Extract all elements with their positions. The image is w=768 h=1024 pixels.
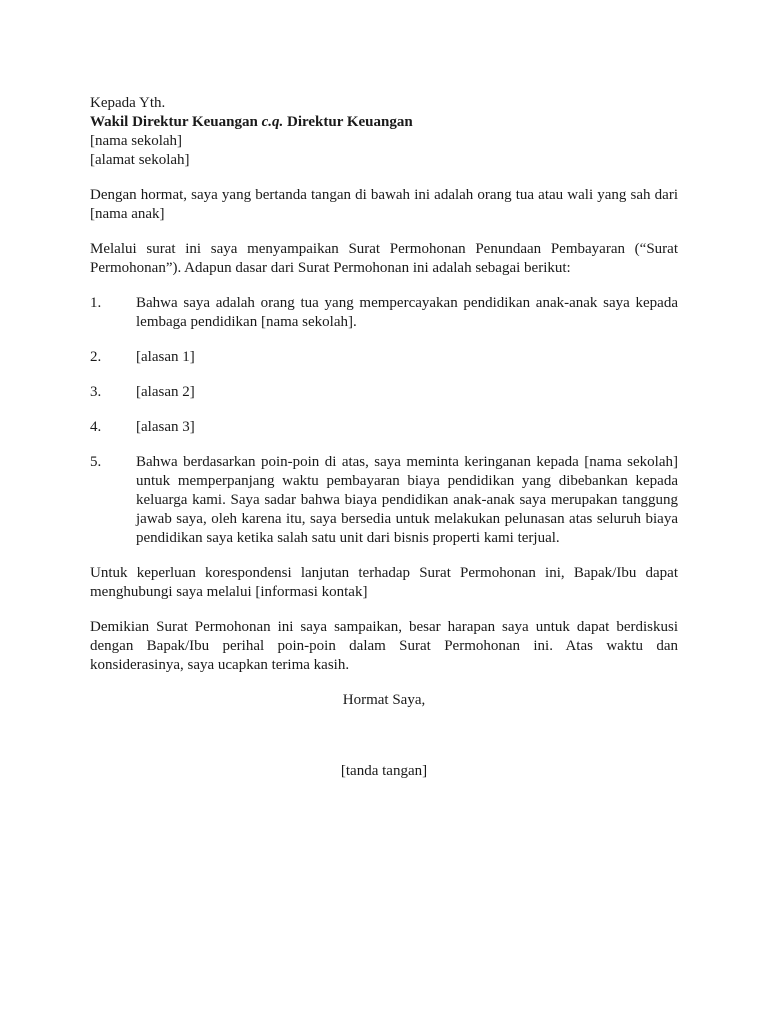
list-number: 4. — [90, 419, 102, 435]
list-text: [alasan 2] — [136, 384, 195, 400]
recipient-title — [90, 113, 678, 132]
list-text: [alasan 3] — [136, 419, 195, 435]
school-name: [nama sekolah] — [90, 133, 183, 149]
list-item — [90, 383, 678, 402]
purpose-paragraph: Melalui surat ini saya menyampaikan Surat Permohonan Penundaan Pembayaran (“Surat Permohonan”). Adapun dasar dari Surat Permohonan ini adalah sebagai berikut: — [90, 241, 678, 276]
list-number: 3. — [90, 384, 102, 400]
list-text: Bahwa berdasarkan poin-poin di atas, saya meminta keringanan kepada [nama sekolah] untuk memperpanjang waktu pembayaran biaya pendidikan yang dibebankan kepada keluarga kami. Saya sadar bahwa biaya pendidikan anak-anak saya merupakan tanggung jawab saya, oleh karena itu, saya bersedia untuk melakukan pelunasan atas seluruh biaya pendidikan saya ketika salah satu unit dari bisnis properti kami terjual. — [136, 454, 678, 546]
recipient-title-cq: c.q. — [261, 114, 284, 130]
school-address: [alamat sekolah] — [90, 152, 190, 168]
list-number: 2. — [90, 349, 102, 365]
recipient-title-part2: Direktur Keuangan — [283, 114, 413, 130]
list-number: 5. — [90, 454, 102, 470]
list-item — [90, 418, 678, 437]
recipient-title-part1: Wakil Direktur Keuangan — [90, 114, 262, 130]
contact-paragraph: Untuk keperluan korespondensi lanjutan terhadap Surat Permohonan ini, Bapak/Ibu dapat menghubungi saya melalui [informasi kontak] — [90, 565, 678, 600]
closing-paragraph: Demikian Surat Permohonan ini saya sampaikan, besar harapan saya untuk dapat berdiskusi dengan Bapak/Ibu perihal poin-poin dalam Surat Permohonan ini. Atas waktu dan konsiderasinya, saya ucapkan terima kasih. — [90, 619, 678, 673]
signoff: Hormat Saya, — [342, 692, 426, 708]
intro-paragraph: Dengan hormat, saya yang bertanda tangan di bawah ini adalah orang tua atau wali yang sah dari [nama anak] — [90, 187, 678, 222]
recipient-greeting: Kepada Yth. — [90, 95, 166, 111]
list-item — [90, 348, 678, 367]
list-item — [90, 294, 678, 332]
list-text: [alasan 1] — [136, 349, 195, 365]
list-number: 1. — [90, 295, 102, 311]
list-text: Bahwa saya adalah orang tua yang mempercayakan pendidikan anak-anak saya kepada lembaga pendidikan [nama sekolah]. — [136, 295, 678, 330]
list-item — [90, 453, 678, 548]
recipient-block — [90, 94, 678, 170]
letter-page — [90, 94, 678, 781]
signature-placeholder: [tanda tangan] — [340, 763, 428, 779]
